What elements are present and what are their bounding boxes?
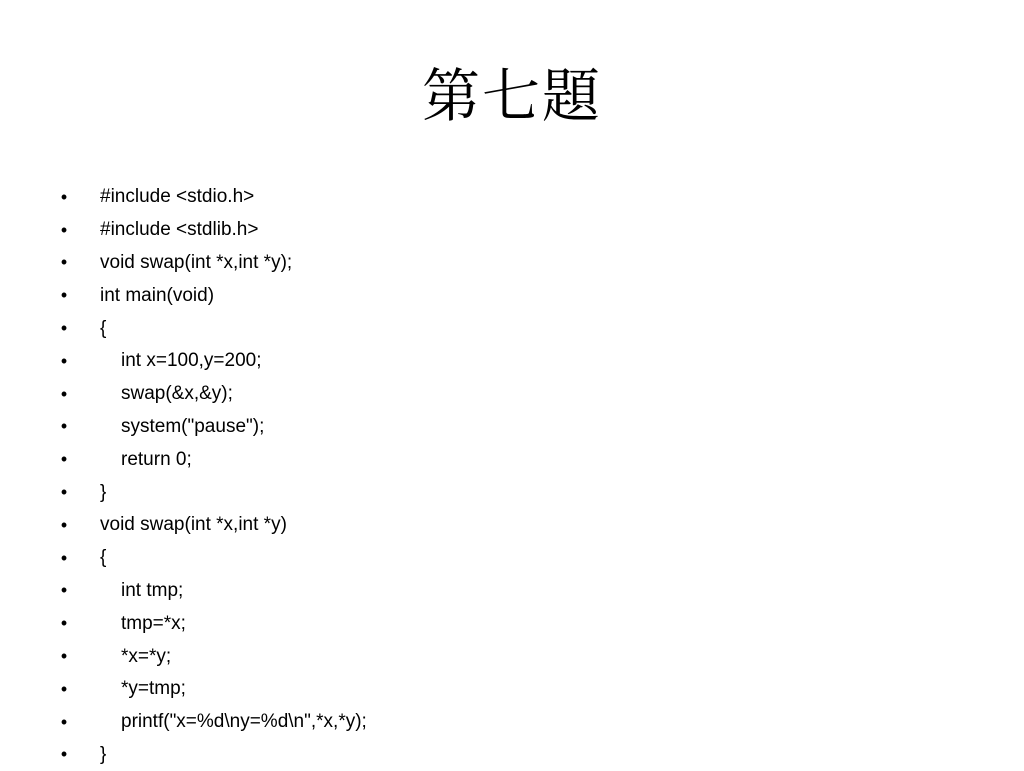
bullet-icon: • [60, 186, 68, 207]
code-line-text: int main(void) [100, 284, 215, 306]
bullet-icon: • [60, 383, 68, 404]
code-line-text: int tmp; [121, 579, 184, 601]
code-line-text: tmp=*x; [121, 612, 186, 634]
bullet-icon: • [60, 252, 68, 273]
code-line-text: { [100, 547, 107, 569]
bullet-icon: • [60, 678, 68, 699]
code-line-text: int x=100,y=200; [121, 350, 262, 372]
bullet-icon: • [60, 350, 68, 371]
bullet-icon: • [60, 449, 68, 470]
code-line-text: #include <stdlib.h> [100, 219, 259, 241]
code-line-text: void swap(int *x,int *y) [100, 514, 287, 536]
bullet-icon: • [60, 416, 68, 437]
code-line-text: system("pause"); [121, 415, 265, 437]
bullet-icon: • [60, 744, 68, 765]
bullet-icon: • [60, 285, 68, 306]
code-line-text: printf("x=%d\ny=%d\n",*x,*y); [121, 711, 367, 733]
code-line-text: return 0; [121, 448, 192, 470]
code-line-text: swap(&x,&y); [121, 383, 233, 405]
bullet-icon: • [60, 646, 68, 667]
code-line-text: *x=*y; [121, 645, 172, 667]
code-line-text: { [100, 317, 107, 339]
code-line-text: *y=tmp; [121, 678, 186, 700]
bullet-icon: • [60, 613, 68, 634]
bullet-icon: • [60, 219, 68, 240]
code-line-text: #include <stdio.h> [100, 186, 255, 208]
bullet-icon: • [60, 547, 68, 568]
code-line-text: } [100, 481, 107, 503]
bullet-icon: • [60, 482, 68, 503]
slide-title: 第七題 [421, 62, 602, 130]
bullet-icon: • [60, 580, 68, 601]
bullet-icon: • [60, 514, 68, 535]
bullet-icon: • [60, 318, 68, 339]
code-line-text: void swap(int *x,int *y); [100, 251, 293, 273]
bullet-icon: • [60, 711, 68, 732]
code-line-text: } [100, 743, 107, 765]
